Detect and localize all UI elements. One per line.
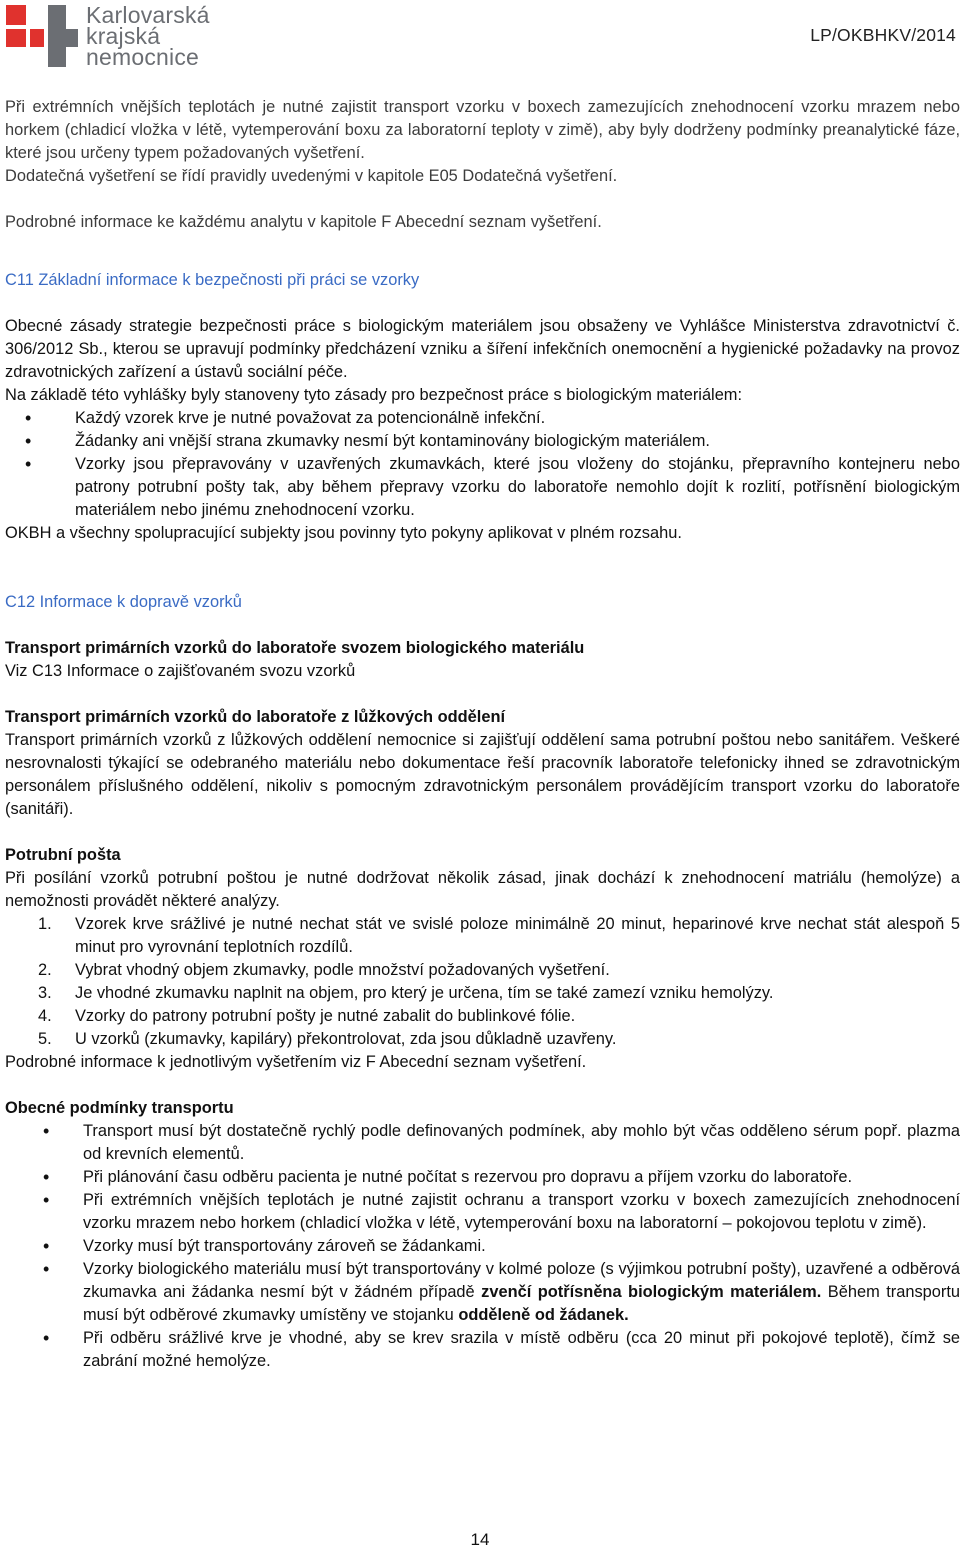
- subsection-title: Potrubní pošta: [5, 846, 121, 864]
- c11-paragraph: OKBH a všechny spolupracující subjekty jsou povinny tyto pokyny aplikovat v plném rozsahu.: [5, 524, 682, 542]
- intro-paragraph: Dodatečná vyšetření se řídí pravidly uvedenými v kapitole E05 Dodatečná vyšetření.: [5, 167, 618, 185]
- intro-paragraph: Při extrémních vnějších teplotách je nutné zajistit transport vzorku v boxech zamezujících znehodnocení vzorku mrazem nebo horkem (chladicí vložka v létě, vytemperování boxu za laboratorní teploty v zimě), aby byly dodrženy podmínky preanalytické fáze, které jsou určeny typem požadovaných vyšetření.: [5, 98, 960, 162]
- logo-line: nemocnice: [86, 44, 200, 70]
- page-number: 14: [470, 1530, 490, 1549]
- list-item: • Při extrémních vnějších teplotách je nutné zajistit ochranu a transport vzorku v boxech zamezujících znehodnocení vzorku mrazem nebo horkem (chladicí vložka v létě, vytemperování boxu na laboratorní – pokojovou teplotu v zimě).: [5, 1189, 960, 1235]
- section-heading-c12: C12 Informace k dopravě vzorků: [5, 593, 242, 611]
- hospital-logo: [6, 2, 210, 70]
- list-item: • Žádanky ani vnější strana zkumavky nesmí být kontaminovány biologickým materiálem.: [5, 430, 960, 453]
- list-item: • Vzorky jsou přepravovány v uzavřených zkumavkách, které jsou vloženy do stojánku, přepravního kontejneru nebo patrony potrubní pošty tak, aby během přepravy vzorku do laboratoře nemohlo dojít k rozlití, potřísnění biologickým materiálem nebo jinému znehodnocení vzorku.: [5, 453, 960, 522]
- page-content: [5, 96, 960, 1373]
- transport-conditions-list: [5, 1120, 960, 1373]
- list-item: • Při odběru srážlivé krve je vhodné, aby se krev srazila v místě odběru (cca 20 minut při pokojové teplotě), čímž se zabrání možné hemolýze.: [5, 1327, 960, 1373]
- list-item: • Vzorky biologického materiálu musí být transportovány v kolmé poloze (s výjimkou potrubní pošty), uzavřené a odběrová zkumavka ani žádanka nesmí být v žádném případě zvenčí potřísněna biologickým materiálem. Během transportu musí být odběrové zkumavky umístěny ve stojanku odděleně od žádanek.: [5, 1258, 960, 1327]
- c11-paragraph: Na základě této vyhlášky byly stanoveny tyto zásady pro bezpečnost práce s biologickým materiálem:: [5, 386, 743, 404]
- list-item: 2. Vybrat vhodný objem zkumavky, podle množství požadovaných vyšetření.: [38, 961, 610, 979]
- subsection-title: Transport primárních vzorků do laboratoře svozem biologického materiálu: [5, 639, 585, 657]
- section-heading-c11: C11 Základní informace k bezpečnosti při práci se vzorky: [5, 271, 420, 289]
- pneumatic-post-rules: [5, 913, 960, 1051]
- list-item: 5. U vzorků (zkumavky, kapiláry) překontrolovat, zda jsou důkladně uzavřeny.: [38, 1030, 617, 1048]
- document-code: LP/OKBHKV/2014: [810, 25, 956, 45]
- list-item: • Transport musí být dostatečně rychlý podle definovaných podmínek, aby mohlo být včas odděleno sérum popř. plazma od krevních elementů.: [5, 1120, 960, 1166]
- logo-line: krajská: [86, 23, 161, 49]
- list-item: • Při plánování času odběru pacienta je nutné počítat s rezervou pro dopravu a příjem vzorku do laboratoře.: [5, 1166, 960, 1189]
- subsection-title: Transport primárních vzorků do laboratoře z lůžkových oddělení: [5, 708, 506, 726]
- list-item: 4. Vzorky do patrony potrubní pošty je nutné zabalit do bublinkové fólie.: [38, 1007, 576, 1025]
- list-item: • Každý vzorek krve je nutné považovat za potencionálně infekční.: [5, 407, 960, 430]
- list-item: 3. Je vhodné zkumavku naplnit na objem, pro který je určena, tím se také zamezí vzniku hemolýzy.: [38, 984, 774, 1002]
- subsection-text: Při posílání vzorků potrubní poštou je nutné dodržovat několik zásad, jinak dochází k znehodnocení matriálu (hemolýze) a nemožnosti provádět některé analýzy.: [5, 869, 960, 910]
- c11-paragraph: Obecné zásady strategie bezpečnosti práce s biologickým materiálem jsou obsaženy ve Vyhlášce Ministerstva zdravotnictví č. 306/2012 Sb., kterou se upravují podmínky předcházení vzniku a šíření infekčních onemocnění a hygienické požadavky na provoz zdravotnických zařízení a ústavů sociální péče.: [5, 317, 960, 381]
- logo-line: Karlovarská: [86, 2, 210, 28]
- logo-text: [86, 2, 210, 70]
- intro-paragraph: Podrobné informace ke každému analytu v kapitole F Abecední seznam vyšetření.: [5, 213, 602, 231]
- subsection-text: Transport primárních vzorků z lůžkových oddělení nemocnice si zajišťují oddělení sama potrubní poštou nebo sanitářem. Veškeré nesrovnalosti týkající se odebraného materiálu nebo dokumentace řeší pracovník laboratoře telefonicky ihned se zdravotnickým personálem příslušného oddělení, nikoliv s pomocným zdravotnickým personálem provádějícím transport vzorku do laboratoře (sanitáři).: [5, 731, 960, 818]
- subsection-title: Obecné podmínky transportu: [5, 1099, 234, 1117]
- subsection-text: Viz C13 Informace o zajišťovaném svozu vzorků: [5, 662, 356, 680]
- c11-bullet-list: [5, 407, 960, 522]
- list-item: • Vzorky musí být transportovány zároveň se žádankami.: [5, 1235, 960, 1258]
- medical-cross-icon: [6, 5, 78, 67]
- list-item: 1. Vzorek krve srážlivé je nutné nechat stát ve svislé poloze minimálně 20 minut, heparinové krve nechat stát alespoň 5 minut pro vyrovnání teplotních rozdílů.: [38, 915, 960, 956]
- subsection-text: Podrobné informace k jednotlivým vyšetřením viz F Abecední seznam vyšetření.: [5, 1053, 587, 1071]
